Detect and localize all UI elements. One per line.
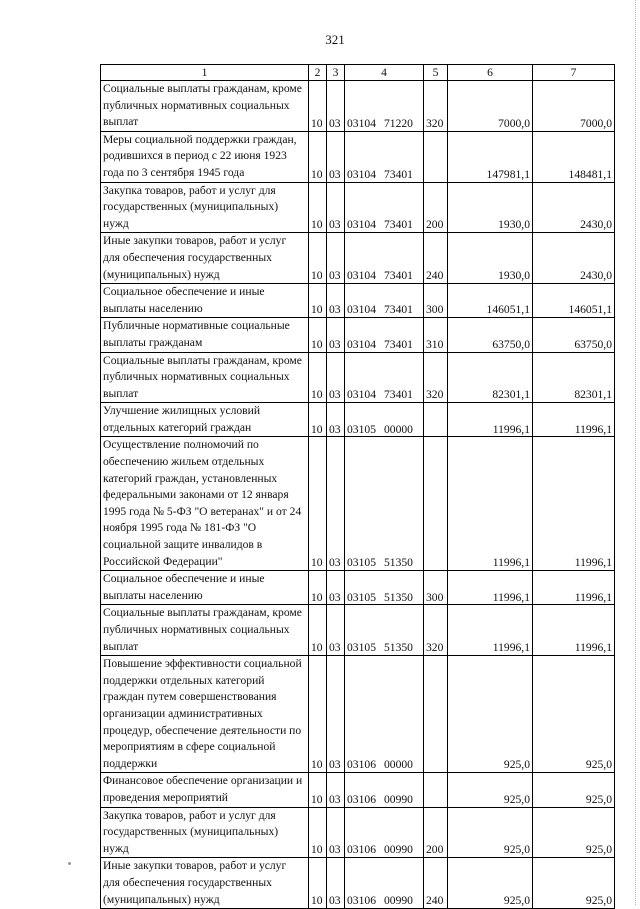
- row-expense-type: 300: [424, 571, 448, 605]
- row-subsection: 03: [327, 656, 345, 773]
- row-subsection: 03: [327, 233, 345, 284]
- row-amount-1: 82301,1: [448, 352, 533, 403]
- column-header-expense-type: 5: [424, 65, 448, 81]
- table-row: [101, 571, 615, 605]
- row-section: 10: [309, 605, 327, 656]
- row-subsection: 03: [327, 403, 345, 437]
- target-article-direction: 73401: [383, 388, 413, 402]
- row-name: Закупка товаров, работ и услуг для государственных (муниципальных) нужд: [101, 182, 309, 233]
- row-amount-2: 11996,1: [533, 437, 615, 571]
- row-amount-1: 63750,0: [448, 318, 533, 352]
- target-article-program: 03105: [347, 556, 376, 570]
- row-section: 10: [309, 284, 327, 318]
- row-amount-2: 148481,1: [533, 131, 615, 182]
- row-expense-type: 320: [424, 352, 448, 403]
- row-subsection: 03: [327, 605, 345, 656]
- target-article-program: 03105: [347, 641, 376, 655]
- target-article-direction: 73401: [383, 269, 413, 283]
- target-article-direction: 00990: [383, 843, 413, 857]
- target-article-direction: 00990: [383, 792, 413, 806]
- target-article-direction: 00000: [383, 422, 413, 436]
- target-article-program: 03104: [347, 269, 376, 283]
- row-subsection: 03: [327, 437, 345, 571]
- target-article-direction: 73401: [383, 337, 413, 351]
- row-name: Иные закупки товаров, работ и услуг для обеспечения государственных (муниципальных) нужд: [101, 858, 309, 909]
- row-target-article: [345, 773, 424, 807]
- row-expense-type: [424, 656, 448, 773]
- scan-speck: [68, 862, 71, 865]
- row-amount-2: 82301,1: [533, 352, 615, 403]
- row-target-article: [345, 858, 424, 909]
- table-row: [101, 284, 615, 318]
- row-amount-1: 11996,1: [448, 571, 533, 605]
- row-subsection: 03: [327, 81, 345, 132]
- row-expense-type: [424, 437, 448, 571]
- row-section: 10: [309, 352, 327, 403]
- row-expense-type: 200: [424, 807, 448, 858]
- column-header-amount-1: 6: [448, 65, 533, 81]
- row-amount-2: 11996,1: [533, 605, 615, 656]
- target-article-direction: 73401: [383, 303, 413, 317]
- row-target-article: [345, 656, 424, 773]
- table-row: [101, 233, 615, 284]
- row-amount-2: 146051,1: [533, 284, 615, 318]
- row-target-article: [345, 605, 424, 656]
- row-subsection: 03: [327, 318, 345, 352]
- row-name: Финансовое обеспечение организации и проведения мероприятий: [101, 773, 309, 807]
- row-amount-1: 925,0: [448, 858, 533, 909]
- row-subsection: 03: [327, 773, 345, 807]
- row-expense-type: [424, 131, 448, 182]
- row-name: Социальные выплаты гражданам, кроме публичных нормативных социальных выплат: [101, 352, 309, 403]
- table-row: [101, 773, 615, 807]
- row-amount-1: 1930,0: [448, 182, 533, 233]
- row-amount-2: 925,0: [533, 656, 615, 773]
- row-section: 10: [309, 81, 327, 132]
- row-target-article: [345, 284, 424, 318]
- row-name: Социальные выплаты гражданам, кроме публичных нормативных социальных выплат: [101, 81, 309, 132]
- page-number: 321: [325, 32, 345, 47]
- table-row: [101, 807, 615, 858]
- row-target-article: [345, 807, 424, 858]
- row-target-article: [345, 131, 424, 182]
- column-header-amount-2: 7: [533, 65, 615, 81]
- row-subsection: 03: [327, 571, 345, 605]
- target-article-program: 03104: [347, 218, 376, 232]
- row-expense-type: 300: [424, 284, 448, 318]
- table-row: [101, 81, 615, 132]
- row-target-article: [345, 182, 424, 233]
- target-article-direction: 51350: [383, 590, 413, 604]
- row-name: Закупка товаров, работ и услуг для государственных (муниципальных) нужд: [101, 807, 309, 858]
- row-expense-type: 200: [424, 182, 448, 233]
- budget-table: [100, 64, 615, 909]
- table-row: [101, 182, 615, 233]
- table-row: [101, 656, 615, 773]
- table-row: [101, 403, 615, 437]
- row-section: 10: [309, 571, 327, 605]
- row-amount-2: 925,0: [533, 773, 615, 807]
- target-article-program: 03104: [347, 388, 376, 402]
- column-header-name: 1: [101, 65, 309, 81]
- row-subsection: 03: [327, 182, 345, 233]
- row-section: 10: [309, 858, 327, 909]
- row-subsection: 03: [327, 352, 345, 403]
- row-subsection: 03: [327, 131, 345, 182]
- row-name: Публичные нормативные социальные выплаты гражданам: [101, 318, 309, 352]
- row-expense-type: 310: [424, 318, 448, 352]
- row-amount-2: 2430,0: [533, 182, 615, 233]
- target-article-direction: 00990: [383, 894, 413, 908]
- row-amount-1: 925,0: [448, 807, 533, 858]
- row-name: Социальные выплаты гражданам, кроме публичных нормативных социальных выплат: [101, 605, 309, 656]
- row-amount-1: 146051,1: [448, 284, 533, 318]
- row-amount-1: 925,0: [448, 656, 533, 773]
- target-article-program: 03105: [347, 422, 376, 436]
- row-expense-type: 320: [424, 605, 448, 656]
- row-subsection: 03: [327, 807, 345, 858]
- target-article-direction: 71220: [383, 116, 413, 130]
- row-name: Повышение эффективности социальной поддержки отдельных категорий граждан путем совершенствования организации административных процедур, обеспечение деятельности по мероприятиям в сфере социальной поддержки: [101, 656, 309, 773]
- row-amount-1: 11996,1: [448, 403, 533, 437]
- row-name: Меры социальной поддержки граждан, родившихся в период с 22 июня 1923 года по 3 сентября 1945 года: [101, 131, 309, 182]
- table-row: [101, 605, 615, 656]
- target-article-program: 03104: [347, 303, 376, 317]
- target-article-program: 03106: [347, 758, 376, 772]
- column-header-target-article: 4: [345, 65, 424, 81]
- row-name: Социальное обеспечение и иные выплаты населению: [101, 571, 309, 605]
- table-row: [101, 318, 615, 352]
- row-expense-type: 320: [424, 81, 448, 132]
- row-expense-type: 240: [424, 233, 448, 284]
- row-section: 10: [309, 807, 327, 858]
- target-article-program: 03104: [347, 116, 376, 130]
- table-row: [101, 437, 615, 571]
- target-article-direction: 51350: [383, 641, 413, 655]
- row-amount-2: 925,0: [533, 807, 615, 858]
- target-article-program: 03104: [347, 167, 376, 181]
- row-target-article: [345, 403, 424, 437]
- row-amount-2: 925,0: [533, 858, 615, 909]
- scan-edge-mark: [633, 0, 636, 905]
- row-name: Улучшение жилищных условий отдельных категорий граждан: [101, 403, 309, 437]
- target-article-direction: 73401: [383, 167, 413, 181]
- row-name: Осуществление полномочий по обеспечению жильем отдельных категорий граждан, установленных федеральными законами от 12 января 1995 года № 5-ФЗ "О ветеранах" и от 24 ноября 1995 года № 181-ФЗ "О социальной защите инвалидов в Российской Федерации": [101, 437, 309, 571]
- row-expense-type: [424, 773, 448, 807]
- row-amount-1: 11996,1: [448, 605, 533, 656]
- row-section: 10: [309, 437, 327, 571]
- row-expense-type: 240: [424, 858, 448, 909]
- row-section: 10: [309, 182, 327, 233]
- target-article-program: 03104: [347, 337, 376, 351]
- row-amount-1: 925,0: [448, 773, 533, 807]
- row-target-article: [345, 571, 424, 605]
- row-amount-2: 63750,0: [533, 318, 615, 352]
- row-section: 10: [309, 131, 327, 182]
- row-section: 10: [309, 656, 327, 773]
- row-subsection: 03: [327, 858, 345, 909]
- row-section: 10: [309, 233, 327, 284]
- column-header-subsection: 3: [327, 65, 345, 81]
- table-row: [101, 131, 615, 182]
- row-target-article: [345, 81, 424, 132]
- row-amount-1: 7000,0: [448, 81, 533, 132]
- target-article-program: 03105: [347, 590, 376, 604]
- row-target-article: [345, 233, 424, 284]
- target-article-program: 03106: [347, 843, 376, 857]
- row-section: 10: [309, 318, 327, 352]
- row-target-article: [345, 352, 424, 403]
- row-target-article: [345, 437, 424, 571]
- header-row: [101, 65, 615, 81]
- row-section: 10: [309, 773, 327, 807]
- target-article-program: 03106: [347, 894, 376, 908]
- row-subsection: 03: [327, 284, 345, 318]
- target-article-direction: 51350: [383, 556, 413, 570]
- row-amount-2: 11996,1: [533, 403, 615, 437]
- table-row: [101, 352, 615, 403]
- row-amount-1: 147981,1: [448, 131, 533, 182]
- target-article-direction: 00000: [383, 758, 413, 772]
- target-article-direction: 73401: [383, 218, 413, 232]
- table-row: [101, 858, 615, 909]
- table-body: [101, 81, 615, 909]
- row-amount-2: 7000,0: [533, 81, 615, 132]
- row-name: Социальное обеспечение и иные выплаты населению: [101, 284, 309, 318]
- row-expense-type: [424, 403, 448, 437]
- row-amount-2: 2430,0: [533, 233, 615, 284]
- row-target-article: [345, 318, 424, 352]
- row-amount-2: 11996,1: [533, 571, 615, 605]
- row-section: 10: [309, 403, 327, 437]
- target-article-program: 03106: [347, 792, 376, 806]
- row-name: Иные закупки товаров, работ и услуг для обеспечения государственных (муниципальных) нужд: [101, 233, 309, 284]
- row-amount-1: 11996,1: [448, 437, 533, 571]
- row-amount-1: 1930,0: [448, 233, 533, 284]
- column-header-section: 2: [309, 65, 327, 81]
